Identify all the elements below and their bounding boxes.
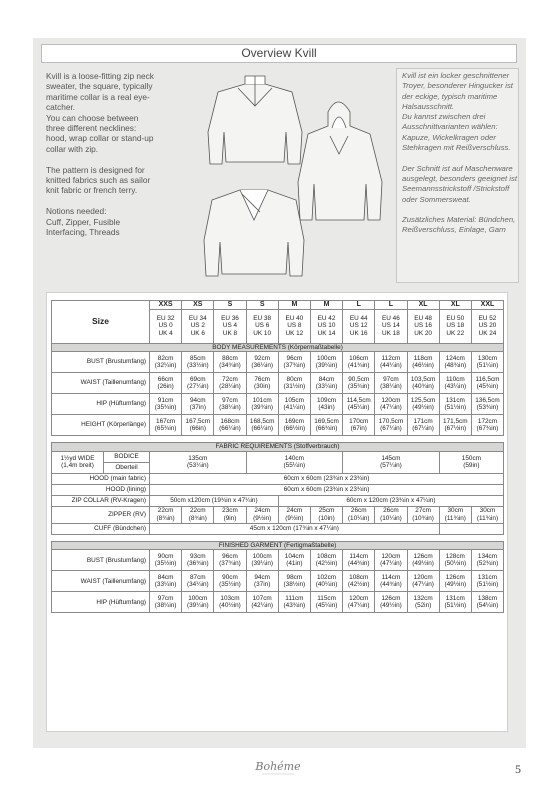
measurement-value: 105cm (41¼in) bbox=[278, 394, 310, 415]
size-eu: EU 50 bbox=[446, 314, 465, 322]
size-us: US 6 bbox=[255, 322, 270, 330]
hood-main-value: 60cm x 60cm (23¾in x 23¾in) bbox=[150, 473, 504, 484]
hood-lining-value: 60cm x 60cm (23¾in x 23¾in) bbox=[150, 484, 504, 495]
size-code: XL bbox=[439, 301, 471, 310]
measurement-value: 100cm (39¼in) bbox=[246, 550, 278, 571]
intro-english: Kvill is a loose-fitting zip neck sweater, the square, typically maritime collar is a real eye-catcher. You can choose between three different necklines: hood, wrap collar or stand-up collar with zip. The pattern is designed for knitted fabrics such as sailor knit fabric or french terry. Notions needed: Cuff, Zipper, Fusible Interfacing, Threads bbox=[46, 71, 154, 238]
size-us: US 4 bbox=[222, 322, 238, 330]
measurement-value: 128cm (50½in) bbox=[439, 550, 471, 571]
measurement-value: 114cm (44¾in) bbox=[343, 550, 375, 571]
measurement-value: 104cm (41in) bbox=[278, 550, 310, 571]
size-code: L bbox=[343, 301, 375, 310]
size-uk: UK 20 bbox=[414, 329, 432, 337]
measurement-value: 168,5cm (66¼in) bbox=[246, 415, 278, 436]
measurement-value: 90cm (35½in) bbox=[214, 571, 246, 592]
measurement-value: 100cm (39¼in) bbox=[310, 352, 342, 373]
size-table-panel bbox=[46, 292, 508, 732]
zipper-value: 25cm (10in) bbox=[310, 506, 342, 523]
size-code: XL bbox=[407, 301, 439, 310]
size-conversion bbox=[343, 309, 375, 343]
measurement-value: 91cm (35¾in) bbox=[150, 394, 182, 415]
size-eu: EU 48 bbox=[414, 314, 432, 322]
cuff-value: 45cm x 120cm (17¾in x 47¼in) bbox=[150, 523, 440, 534]
measurement-value: 94cm (37in) bbox=[246, 571, 278, 592]
size-code: S bbox=[214, 301, 246, 310]
size-uk: UK 24 bbox=[478, 329, 497, 337]
measurement-value: 120cm (47¼in) bbox=[375, 550, 407, 571]
measurement-value: 69cm (27¼in) bbox=[182, 373, 214, 394]
size-code: L bbox=[375, 301, 407, 310]
size-conversion bbox=[471, 309, 503, 343]
size-conversion bbox=[407, 309, 439, 343]
measurement-value: 131cm (51½in) bbox=[439, 394, 471, 415]
oberteil-label: Oberteil bbox=[104, 462, 150, 473]
size-label: Size bbox=[52, 301, 150, 344]
size-uk: UK 22 bbox=[446, 329, 465, 337]
size-eu: EU 40 bbox=[285, 314, 304, 322]
page-number: 5 bbox=[515, 762, 521, 776]
body-measurements-heading: BODY MEASUREMENTS (Körpermaßtabelle) bbox=[52, 343, 504, 352]
size-code: XS bbox=[182, 301, 214, 310]
size-eu: EU 36 bbox=[221, 314, 239, 322]
measurement-value: 120cm (47¼in) bbox=[343, 592, 375, 613]
measurement-value: 169cm (66½in) bbox=[278, 415, 310, 436]
measurement-row bbox=[52, 352, 504, 373]
hood-lining-label: HOOD (lining) bbox=[52, 484, 150, 495]
measurement-value: 82cm (32¼in) bbox=[150, 352, 182, 373]
size-conversion bbox=[246, 309, 278, 343]
fabric-requirements-heading: FABRIC REQUIREMENTS (Stoffverbrauch) bbox=[52, 443, 504, 452]
measurement-value: 114cm (44¾in) bbox=[375, 571, 407, 592]
intro-german: Kvill ist ein locker geschnittener Troyer, besonderer Hingucker ist der eckige, typisch maritime Halsausschnitt. Du kannst zwischen drei Ausschnittvarianten wählen: Kapuze, Wickelkragen oder Stehkragen mit Reißverschluss. Der Schnitt ist auf Maschenware ausgelegt, besonders geeignet ist Seemannsstrickstoff /Strickstoff oder Sommersweat. Zusätzliches Material: Bündchen, Reißverschluss, Einlage, Garn bbox=[402, 71, 517, 235]
measurement-value: 136,5cm (53¾in) bbox=[471, 394, 503, 415]
measurement-value: 103,5cm (40¾in) bbox=[407, 373, 439, 394]
bodice-label: BODICE bbox=[104, 451, 150, 462]
zipper-value: 27cm (10¾in) bbox=[407, 506, 439, 523]
page-title: Overview Kvill bbox=[41, 44, 517, 63]
size-code: XXL bbox=[471, 301, 503, 310]
measurement-value: 101cm (39¾in) bbox=[246, 394, 278, 415]
measurement-value: 120cm (47¼in) bbox=[375, 394, 407, 415]
bodice-value: 145cm (57¼in) bbox=[343, 451, 440, 473]
measurement-value: 126cm (49½in) bbox=[439, 571, 471, 592]
measurement-value: 90,5cm (35¾in) bbox=[343, 373, 375, 394]
zip-collar-label: ZIP COLLAR (RV-Kragen) bbox=[52, 495, 150, 506]
cuff-label: CUFF (Bündchen) bbox=[52, 523, 150, 534]
measurement-value: 169,5cm (66¾in) bbox=[310, 415, 342, 436]
measurement-value: 97cm (38¼in) bbox=[150, 592, 182, 613]
measurement-value: 76cm (30in) bbox=[246, 373, 278, 394]
sweater-sketches bbox=[190, 72, 390, 282]
measurement-value: 92cm (36¼in) bbox=[246, 352, 278, 373]
measurement-value: 170,5cm (67¼in) bbox=[375, 415, 407, 436]
size-eu: EU 42 bbox=[317, 314, 336, 322]
measurement-value: 126cm (49½in) bbox=[407, 550, 439, 571]
measurement-value: 109cm (43in) bbox=[310, 394, 342, 415]
size-uk: UK 18 bbox=[382, 329, 400, 337]
zip-collar-value: 60cm x 120cm (23¾in x 47¼in) bbox=[278, 495, 503, 506]
measurement-value: 110cm (43¼in) bbox=[439, 373, 471, 394]
fabric-width-label: 1½yd WIDE (1,4m breit) bbox=[52, 451, 104, 473]
measurement-label: BUST (Brustumfang) bbox=[52, 352, 150, 373]
measurement-value: 170cm (67in) bbox=[343, 415, 375, 436]
size-conversion bbox=[278, 309, 310, 343]
size-eu: EU 52 bbox=[478, 314, 497, 322]
zipper-value: 24cm (9½in) bbox=[246, 506, 278, 523]
measurement-value: 103cm (40½in) bbox=[214, 592, 246, 613]
measurement-value: 167cm (65¾in) bbox=[150, 415, 182, 436]
size-code: M bbox=[278, 301, 310, 310]
measurement-value: 97cm (38¼in) bbox=[214, 394, 246, 415]
bodice-value: 140cm (55¼in) bbox=[246, 451, 343, 473]
size-uk: UK 16 bbox=[349, 329, 368, 337]
brand-logo bbox=[252, 754, 304, 780]
measurement-value: 168cm (66¼in) bbox=[214, 415, 246, 436]
measurement-value: 72cm (28¼in) bbox=[214, 373, 246, 394]
size-conversion bbox=[310, 309, 342, 343]
measurement-label: WAIST (Taillenumfang) bbox=[52, 373, 150, 394]
measurement-row bbox=[52, 415, 504, 436]
measurement-value: 114,5cm (45¼in) bbox=[343, 394, 375, 415]
size-us: US 14 bbox=[382, 322, 400, 330]
measurement-label: HEIGHT (Körperlänge) bbox=[52, 415, 150, 436]
measurement-value: 126cm (49½in) bbox=[375, 592, 407, 613]
size-eu: EU 34 bbox=[188, 314, 207, 322]
measurement-value: 138cm (54¼in) bbox=[471, 592, 503, 613]
size-conversion bbox=[439, 309, 471, 343]
size-uk: UK 8 bbox=[222, 329, 238, 337]
size-us: US 0 bbox=[158, 322, 173, 330]
measurement-value: 112cm (44¼in) bbox=[375, 352, 407, 373]
measurement-value: 94cm (37in) bbox=[182, 394, 214, 415]
zipper-value: 30cm (11¾in) bbox=[439, 506, 471, 523]
measurement-value: 98cm (38½in) bbox=[278, 571, 310, 592]
measurement-label: BUST (Brustumfang) bbox=[52, 550, 150, 571]
measurement-label: HIP (Hüftumfang) bbox=[52, 592, 150, 613]
zipper-value: 30cm (11¾in) bbox=[471, 506, 503, 523]
measurement-value: 100cm (39¼in) bbox=[182, 592, 214, 613]
measurement-value: 130cm (51¼in) bbox=[471, 352, 503, 373]
size-code: M bbox=[310, 301, 342, 310]
measurement-value: 96cm (37¾in) bbox=[214, 550, 246, 571]
size-table bbox=[51, 300, 504, 613]
measurement-value: 171cm (67¼in) bbox=[407, 415, 439, 436]
finished-garment-heading: FINISHED GARMENT (Fertigmaßtabelle) bbox=[52, 541, 504, 550]
measurement-value: 106cm (41¾in) bbox=[343, 352, 375, 373]
measurement-value: 120cm (47¼in) bbox=[407, 571, 439, 592]
zip-collar-value: 50cm x120cm (19¾in x 47¼in) bbox=[150, 495, 279, 506]
measurement-value: 102cm (40¼in) bbox=[310, 571, 342, 592]
measurement-value: 134cm (52¾in) bbox=[471, 550, 503, 571]
zipper-value: 24cm (9½in) bbox=[278, 506, 310, 523]
svg-text:Bohéme: Bohéme bbox=[255, 760, 301, 773]
size-uk: UK 14 bbox=[317, 329, 336, 337]
measurement-value: 118cm (46½in) bbox=[407, 352, 439, 373]
measurement-value: 85cm (33½in) bbox=[182, 352, 214, 373]
size-eu: EU 32 bbox=[156, 314, 175, 322]
size-conversion bbox=[150, 309, 182, 343]
size-code: XXS bbox=[150, 301, 182, 310]
measurement-value: 107cm (42¼in) bbox=[246, 592, 278, 613]
measurement-value: 171,5cm (67½in) bbox=[439, 415, 471, 436]
measurement-row bbox=[52, 571, 504, 592]
measurement-value: 111cm (43¾in) bbox=[278, 592, 310, 613]
bodice-value: 135cm (53¼in) bbox=[150, 451, 247, 473]
measurement-value: 88cm (34¾in) bbox=[214, 352, 246, 373]
measurement-value: 167,5cm (66in) bbox=[182, 415, 214, 436]
measurement-value: 66cm (26in) bbox=[150, 373, 182, 394]
size-uk: UK 12 bbox=[285, 329, 304, 337]
size-conversion bbox=[214, 309, 246, 343]
zipper-value: 26cm (10¼in) bbox=[375, 506, 407, 523]
measurement-value: 116,5cm (45¾in) bbox=[471, 373, 503, 394]
size-us: US 10 bbox=[317, 322, 336, 330]
measurement-row bbox=[52, 394, 504, 415]
size-uk: UK 6 bbox=[190, 329, 205, 337]
measurement-value: 172cm (67¾in) bbox=[471, 415, 503, 436]
size-us: US 20 bbox=[478, 322, 497, 330]
size-uk: UK 10 bbox=[253, 329, 272, 337]
size-code: S bbox=[246, 301, 278, 310]
size-uk: UK 4 bbox=[158, 329, 173, 337]
measurement-value: 132cm (52in) bbox=[407, 592, 439, 613]
measurement-row bbox=[52, 550, 504, 571]
zipper-value: 26cm (10¼in) bbox=[343, 506, 375, 523]
measurement-row bbox=[52, 592, 504, 613]
size-us: US 2 bbox=[190, 322, 205, 330]
measurement-value: 131cm (51½in) bbox=[439, 592, 471, 613]
zipper-label: ZIPPER (RV) bbox=[52, 506, 150, 523]
zipper-value: 22cm (8¾in) bbox=[150, 506, 182, 523]
measurement-value: 115cm (45¼in) bbox=[310, 592, 342, 613]
size-us: US 16 bbox=[414, 322, 432, 330]
size-eu: EU 44 bbox=[349, 314, 368, 322]
hood-main-label: HOOD (main fabric) bbox=[52, 473, 150, 484]
zipper-value: 23cm (9in) bbox=[214, 506, 246, 523]
measurement-value: 80cm (31½in) bbox=[278, 373, 310, 394]
size-us: US 18 bbox=[446, 322, 465, 330]
measurement-value: 84cm (33¼in) bbox=[310, 373, 342, 394]
measurement-value: 84cm (33¼in) bbox=[150, 571, 182, 592]
measurement-value: 93cm (36¾in) bbox=[182, 550, 214, 571]
bodice-value: 150cm (59in) bbox=[439, 451, 503, 473]
measurement-value: 97cm (38¼in) bbox=[375, 373, 407, 394]
size-eu: EU 46 bbox=[382, 314, 400, 322]
size-conversion bbox=[182, 309, 214, 343]
measurement-value: 124cm (48¾in) bbox=[439, 352, 471, 373]
measurement-value: 96cm (37¾in) bbox=[278, 352, 310, 373]
measurement-value: 108cm (42½in) bbox=[310, 550, 342, 571]
measurement-value: 125,5cm (49½in) bbox=[407, 394, 439, 415]
measurement-value: 87cm (34¼in) bbox=[182, 571, 214, 592]
measurement-label: WAIST (Taillenumfang) bbox=[52, 571, 150, 592]
measurement-label: HIP (Hüftumfang) bbox=[52, 394, 150, 415]
measurement-value: 131cm (51½in) bbox=[471, 571, 503, 592]
measurement-value: 108cm (42½in) bbox=[343, 571, 375, 592]
zipper-value: 22cm (8¾in) bbox=[182, 506, 214, 523]
measurement-row bbox=[52, 373, 504, 394]
size-eu: EU 38 bbox=[253, 314, 272, 322]
size-us: US 8 bbox=[287, 322, 302, 330]
size-us: US 12 bbox=[349, 322, 368, 330]
size-conversion bbox=[375, 309, 407, 343]
measurement-value: 90cm (35½in) bbox=[150, 550, 182, 571]
